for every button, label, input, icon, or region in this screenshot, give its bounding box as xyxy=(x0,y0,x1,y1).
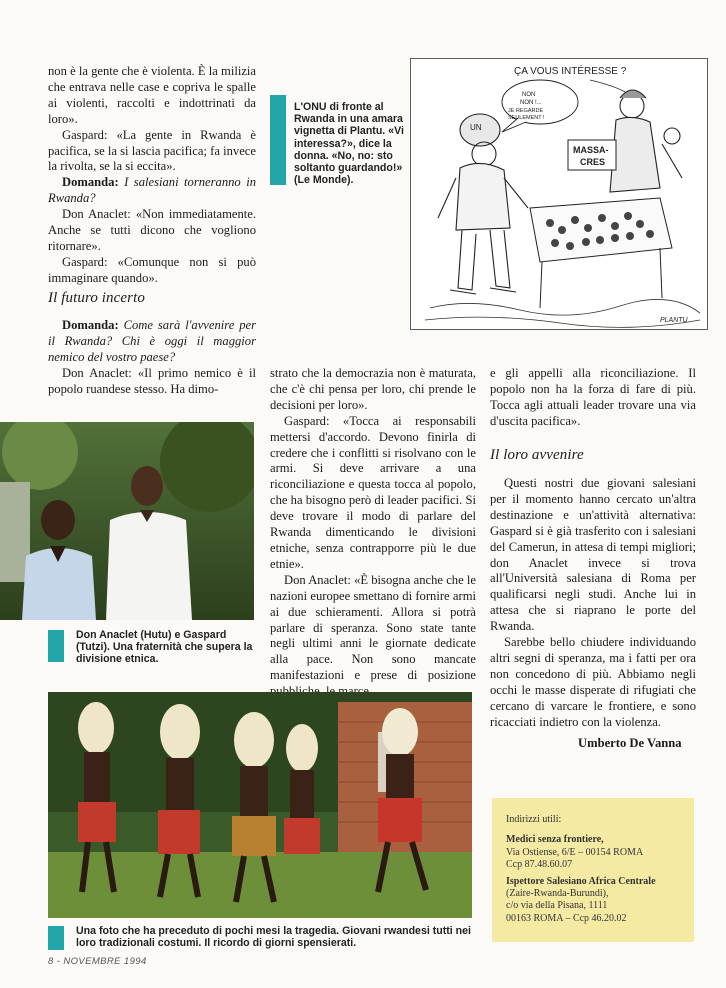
svg-text:SEULEMENT !: SEULEMENT ! xyxy=(508,115,545,121)
address-org2-sub: (Zaire-Rwanda-Burundi), xyxy=(506,888,609,900)
cartoon-drawing xyxy=(410,58,708,330)
cartoon-illustration xyxy=(410,58,708,330)
woman-figure xyxy=(610,90,682,192)
photo-dancers xyxy=(48,692,472,918)
address-org2-ccp: 00163 ROMA – Ccp 46.20.02 xyxy=(506,912,627,924)
photo2-caption: Una foto che ha preceduto di pochi mesi la tragedia. Giovani rwandesi tutti nei loro tradizionali costumi. Il ricordo di giorni spensierati. xyxy=(76,925,471,950)
paragraph: Questi nostri due giovani salesiani per il momento hanno cercato un'altra destinazione e un'attività alternativa: Gaspard si è già trasferito con i salesiani del Camerun, in attesa di tempi migliori; don Anaclet invece si trova all'Università salesiana di Roma per qualificarsi negli studi. Anche lui in attesa che si riaprano le porte del Rwanda. xyxy=(490,476,696,634)
paragraph: Don Anaclet: «È bisogna anche che le nazioni europee smettano di fornire armi ai due schieramenti. Allora si potrà parlare di speranza. Sono state tante negli ultimi anni le giornate dedicate alla pace. Non sono mancate manifestazioni e prese di posizione xyxy=(270,572,476,683)
svg-text:ÇA VOUS INTÉRESSE ?: ÇA VOUS INTÉRESSE ? xyxy=(514,66,627,77)
address-org1: Medici senza frontiere, xyxy=(506,834,604,846)
caption-marker xyxy=(48,630,64,662)
caption-marker xyxy=(270,95,286,185)
paragraph: Don Anaclet: «Non immediatamente. Anche se tutti dicono che vogliono ritornare». xyxy=(48,207,256,253)
paragraph: e gli appelli alla riconciliazione. Il popolo non ha la forza di fare di più. Tocca agli attuali leader trovare una via d'uscita pacifica». xyxy=(490,366,696,428)
column-3-bottom xyxy=(490,476,696,731)
section-title-futuro: Il futuro incerto xyxy=(48,290,145,306)
paragraph: Gaspard: «Comunque non si può immaginare quando». xyxy=(48,254,256,285)
question: Domanda: Come sarà l'avvenire per il Rwanda? Chi è oggi il maggior nemico del vostro paese? xyxy=(48,318,256,364)
svg-text:UN: UN xyxy=(470,123,482,132)
author-byline: Umberto De Vanna xyxy=(578,736,682,750)
paragraph: non è la gente che è violenta. È la milizia che entrava nelle case e copriva le spalle ai violenti, raccolti e indottrinati da loro». xyxy=(48,64,256,126)
useful-addresses-box xyxy=(492,798,694,942)
paragraph: Gaspard: «Tocca ai responsabili mettersi d'accordo. Devono finirla di credere che i conflitti si risolvano con le armi. Si deve arrivare a una riconciliazione e questa tocca al popolo, che ha bisogno però di leader pacifici. Si deve trovare il modo di parlare del Rwanda dimenticando le divisioni etniche, senza contrapporre più le due etnie». xyxy=(270,413,476,571)
caption-marker xyxy=(48,926,64,950)
question: Domanda: I salesiani torneranno in Rwanda? xyxy=(48,175,256,206)
speech-bubble-soldier xyxy=(502,80,578,132)
section-title-avvenire: Il loro avvenire xyxy=(490,447,584,463)
column-1-top xyxy=(48,64,256,287)
address-org1-ccp: Ccp 87.48.60.07 xyxy=(506,859,573,871)
paragraph: strato che la democrazia non è maturata, che c'è chi pensa per loro, chi prende le decisioni per loro». xyxy=(270,366,476,412)
column-3-top xyxy=(490,366,696,430)
svg-text:CRES: CRES xyxy=(580,157,606,167)
svg-text:JE REGARDE: JE REGARDE xyxy=(508,108,544,114)
column-2 xyxy=(270,366,476,700)
cartoon-caption: L'ONU di fronte al Rwanda in una amara vignetta di Plantu. «Vi interessa?», dice la donna. «No, no: sto soltanto guardando!» (Le Monde). xyxy=(294,101,404,187)
svg-text:NON: NON xyxy=(522,92,536,98)
address-org2-street: c/o via della Pisana, 1111 xyxy=(506,900,608,912)
paragraph: Gaspard: «La gente in Rwanda è pacifica, se la si lascia pacifica; fa invece la rivolta, se la si eccita». xyxy=(48,127,256,174)
addresses-heading: Indirizzi utili: xyxy=(506,814,562,825)
market-table xyxy=(530,198,672,308)
address-org1-street: Via Ostiense, 6/E – 00154 ROMA xyxy=(506,846,644,858)
address-org2: Ispettore Salesiano Africa Centrale xyxy=(506,875,656,887)
column-1-mid xyxy=(48,318,256,398)
massacres-sign xyxy=(568,140,616,170)
soldier-figure xyxy=(438,114,528,294)
paragraph: Don Anaclet: «Il primo nemico è il popolo ruandese stesso. Ha dimo- xyxy=(48,365,256,396)
svg-text:NON !...: NON !... xyxy=(520,100,542,106)
page-footer: 8 - NOVEMBRE 1994 xyxy=(48,956,147,967)
paragraph: Sarebbe bello chiudere individuando altri segni di speranza, ma i fatti per ora non concedono di più. Abbiamo negli occhi le masse disperate di rifugiati che cercano di varcare le frontiere, e sono ricacciati indietro con la violenza. xyxy=(490,635,696,729)
photo1-caption: Don Anaclet (Hutu) e Gaspard (Tutzi). Una fraternità che supera la divisione etnica. xyxy=(76,629,253,666)
cartoon-signature: PLANTU xyxy=(660,317,688,324)
photo-two-men xyxy=(0,422,254,620)
svg-text:MASSA-: MASSA- xyxy=(573,145,609,155)
